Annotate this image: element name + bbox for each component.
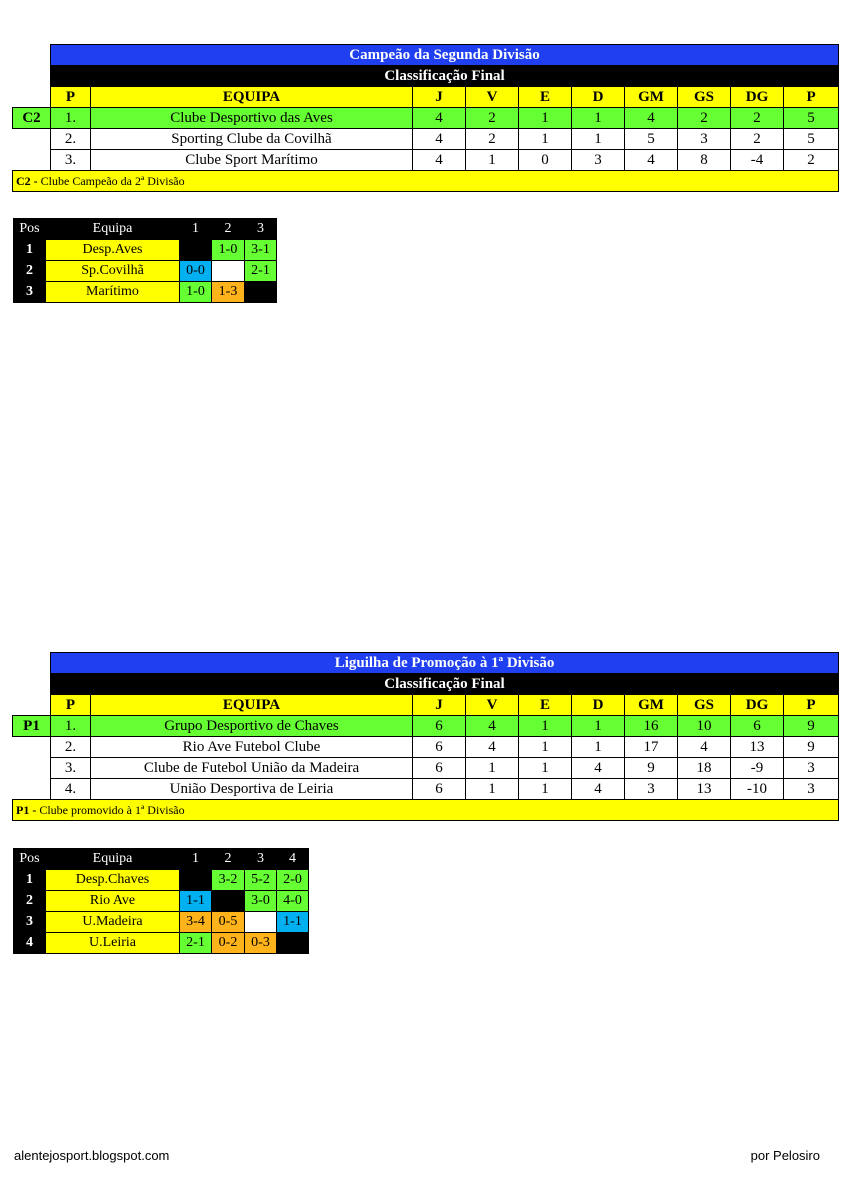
row-stat: 4: [466, 737, 519, 758]
footer-site-url: alentejosport.blogspot.com: [14, 1148, 170, 1163]
grid-cell-result: 3-0: [245, 891, 277, 912]
column-header-goal-diff: DG: [731, 695, 784, 716]
row-stat: -10: [731, 779, 784, 800]
column-header-team: EQUIPA: [91, 695, 413, 716]
grid-row-pos: 4: [14, 933, 46, 954]
grid-header-opponent: 3: [245, 849, 277, 870]
grid-cell-result: 1-1: [180, 891, 212, 912]
row-stat: 2: [731, 108, 784, 129]
grid-cell-result: 4-0: [277, 891, 309, 912]
row-stat: 1: [466, 779, 519, 800]
grid-cell-result: 2-1: [245, 261, 277, 282]
row-stat: 4: [572, 779, 625, 800]
grid-row: [14, 261, 277, 282]
row-stat: 1: [519, 737, 572, 758]
row-pos: 2.: [51, 129, 91, 150]
row-stat: 2: [466, 129, 519, 150]
row-stat: 13: [678, 779, 731, 800]
row-stat: 0: [519, 150, 572, 171]
grid-cell-result: 5-2: [245, 870, 277, 891]
row-stat: 3: [678, 129, 731, 150]
row-stat: 4: [572, 758, 625, 779]
grid-header-opponent: 1: [180, 849, 212, 870]
row-stat: 4: [625, 108, 678, 129]
column-header-draws: E: [519, 695, 572, 716]
column-header-goals-against: GS: [678, 87, 731, 108]
grid-cell-result: 0-3: [245, 933, 277, 954]
grid-row: [14, 912, 309, 933]
row-stat: 4: [413, 150, 466, 171]
row-team: Rio Ave Futebol Clube: [91, 737, 413, 758]
legend-code: C2 -: [16, 174, 38, 188]
grid-cell-result: 0-0: [180, 261, 212, 282]
row-stat: 13: [731, 737, 784, 758]
row-stat: -9: [731, 758, 784, 779]
row-stat: 17: [625, 737, 678, 758]
row-stat: 1: [519, 779, 572, 800]
promotion-mark: P1: [13, 716, 51, 737]
grid-row-team: U.Madeira: [46, 912, 180, 933]
row-stat: 2: [678, 108, 731, 129]
row-stat: 3: [572, 150, 625, 171]
grid-header-team: Equipa: [46, 849, 180, 870]
row-stat: 1: [572, 716, 625, 737]
standings-table-segunda-divisao: [12, 44, 839, 192]
row-stat: 5: [784, 108, 839, 129]
table-row: [13, 758, 839, 779]
row-stat: 1: [572, 129, 625, 150]
grid-row-pos: 3: [14, 912, 46, 933]
grid-row-team: U.Leiria: [46, 933, 180, 954]
grid-cell-result: 2-1: [180, 933, 212, 954]
row-team: Sporting Clube da Covilhã: [91, 129, 413, 150]
grid-row-pos: 2: [14, 891, 46, 912]
row-stat: 4: [413, 129, 466, 150]
grid-header-opponent: 3: [245, 219, 277, 240]
grid-cell-result: 3-4: [180, 912, 212, 933]
grid-cell-self: [245, 912, 277, 933]
legend-text: Clube Campeão da 2ª Divisão: [37, 174, 185, 188]
row-stat: 1: [519, 758, 572, 779]
column-header-played: J: [413, 695, 466, 716]
row-team: Grupo Desportivo de Chaves: [91, 716, 413, 737]
row-stat: 6: [413, 758, 466, 779]
grid-cell-result: 1-0: [180, 282, 212, 303]
row-stat: 1: [519, 716, 572, 737]
section-title: Liguilha de Promoção à 1ª Divisão: [51, 653, 839, 674]
column-header-pos: P: [51, 695, 91, 716]
grid-cell-result: 3-2: [212, 870, 245, 891]
grid-row-pos: 1: [14, 240, 46, 261]
legend-note: [13, 171, 839, 192]
row-stat: 9: [625, 758, 678, 779]
grid-cell-result: 3-1: [245, 240, 277, 261]
column-header-goals-against: GS: [678, 695, 731, 716]
row-stat: 4: [625, 150, 678, 171]
grid-row-team: Marítimo: [46, 282, 180, 303]
table-row: [13, 779, 839, 800]
grid-row-team: Desp.Chaves: [46, 870, 180, 891]
grid-header-team: Equipa: [46, 219, 180, 240]
grid-header-pos: Pos: [14, 219, 46, 240]
grid-row: [14, 870, 309, 891]
row-pos: 3.: [51, 758, 91, 779]
row-stat: 5: [625, 129, 678, 150]
section-title: Campeão da Segunda Divisão: [51, 45, 839, 66]
row-stat: 3: [784, 779, 839, 800]
row-pos: 3.: [51, 150, 91, 171]
row-stat: 1: [572, 737, 625, 758]
grid-header-opponent: 4: [277, 849, 309, 870]
grid-row: [14, 891, 309, 912]
table-row: [13, 737, 839, 758]
row-stat: 4: [678, 737, 731, 758]
row-stat: 6: [413, 737, 466, 758]
row-pos: 1.: [51, 716, 91, 737]
row-stat: 1: [519, 108, 572, 129]
row-pos: 2.: [51, 737, 91, 758]
row-stat: 3: [625, 779, 678, 800]
row-stat: -4: [731, 150, 784, 171]
column-header-points: P: [784, 87, 839, 108]
grid-header-pos: Pos: [14, 849, 46, 870]
row-stat: 1: [466, 758, 519, 779]
row-team: Clube de Futebol União da Madeira: [91, 758, 413, 779]
row-stat: 18: [678, 758, 731, 779]
table-row: [13, 716, 839, 737]
grid-cell-self: [245, 282, 277, 303]
grid-cell-result: 0-5: [212, 912, 245, 933]
section-subtitle: Classificação Final: [51, 66, 839, 87]
row-stat: 6: [413, 716, 466, 737]
row-stat: 2: [466, 108, 519, 129]
grid-row-pos: 1: [14, 870, 46, 891]
column-header-points: P: [784, 695, 839, 716]
grid-cell-result: 1-3: [212, 282, 245, 303]
legend-text: Clube promovido à 1ª Divisão: [36, 803, 185, 817]
column-header-pos: P: [51, 87, 91, 108]
row-stat: 8: [678, 150, 731, 171]
column-header-wins: V: [466, 695, 519, 716]
grid-cell-result: 1-0: [212, 240, 245, 261]
row-stat: 1: [466, 150, 519, 171]
column-header-team: EQUIPA: [91, 87, 413, 108]
results-grid-liguilha: [13, 848, 309, 954]
grid-cell-self: [212, 261, 245, 282]
grid-cell-self: [180, 240, 212, 261]
column-header-played: J: [413, 87, 466, 108]
row-stat: 1: [572, 108, 625, 129]
row-stat: 10: [678, 716, 731, 737]
legend-note: [13, 800, 839, 821]
row-team: Clube Sport Marítimo: [91, 150, 413, 171]
row-stat: 5: [784, 129, 839, 150]
row-stat: 2: [784, 150, 839, 171]
champion-mark: C2: [13, 108, 51, 129]
column-header-goals-for: GM: [625, 87, 678, 108]
results-grid-segunda-divisao: [13, 218, 277, 303]
row-team: União Desportiva de Leiria: [91, 779, 413, 800]
grid-row-team: Rio Ave: [46, 891, 180, 912]
row-stat: 4: [413, 108, 466, 129]
column-header-goals-for: GM: [625, 695, 678, 716]
grid-header-opponent: 1: [180, 219, 212, 240]
grid-row-team: Desp.Aves: [46, 240, 180, 261]
row-stat: 9: [784, 716, 839, 737]
column-header-losses: D: [572, 87, 625, 108]
grid-row: [14, 933, 309, 954]
row-stat: 6: [413, 779, 466, 800]
row-stat: 1: [519, 129, 572, 150]
grid-row-team: Sp.Covilhã: [46, 261, 180, 282]
grid-cell-result: 2-0: [277, 870, 309, 891]
table-row: [13, 129, 839, 150]
grid-cell-self: [180, 870, 212, 891]
column-header-losses: D: [572, 695, 625, 716]
row-stat: 9: [784, 737, 839, 758]
grid-header-opponent: 2: [212, 849, 245, 870]
row-stat: 2: [731, 129, 784, 150]
footer-author: por Pelosiro: [750, 1148, 820, 1163]
grid-row-pos: 2: [14, 261, 46, 282]
row-stat: 6: [731, 716, 784, 737]
grid-cell-self: [277, 933, 309, 954]
row-pos: 1.: [51, 108, 91, 129]
row-stat: 3: [784, 758, 839, 779]
table-row: [13, 150, 839, 171]
standings-table-liguilha: [12, 652, 839, 821]
column-header-wins: V: [466, 87, 519, 108]
grid-cell-result: 1-1: [277, 912, 309, 933]
row-stat: 4: [466, 716, 519, 737]
row-team: Clube Desportivo das Aves: [91, 108, 413, 129]
grid-row-pos: 3: [14, 282, 46, 303]
section-subtitle: Classificação Final: [51, 674, 839, 695]
row-pos: 4.: [51, 779, 91, 800]
grid-header-opponent: 2: [212, 219, 245, 240]
table-row: [13, 108, 839, 129]
grid-row: [14, 282, 277, 303]
grid-cell-result: 0-2: [212, 933, 245, 954]
legend-code: P1 -: [16, 803, 37, 817]
grid-cell-self: [212, 891, 245, 912]
row-stat: 16: [625, 716, 678, 737]
column-header-goal-diff: DG: [731, 87, 784, 108]
column-header-draws: E: [519, 87, 572, 108]
grid-row: [14, 240, 277, 261]
